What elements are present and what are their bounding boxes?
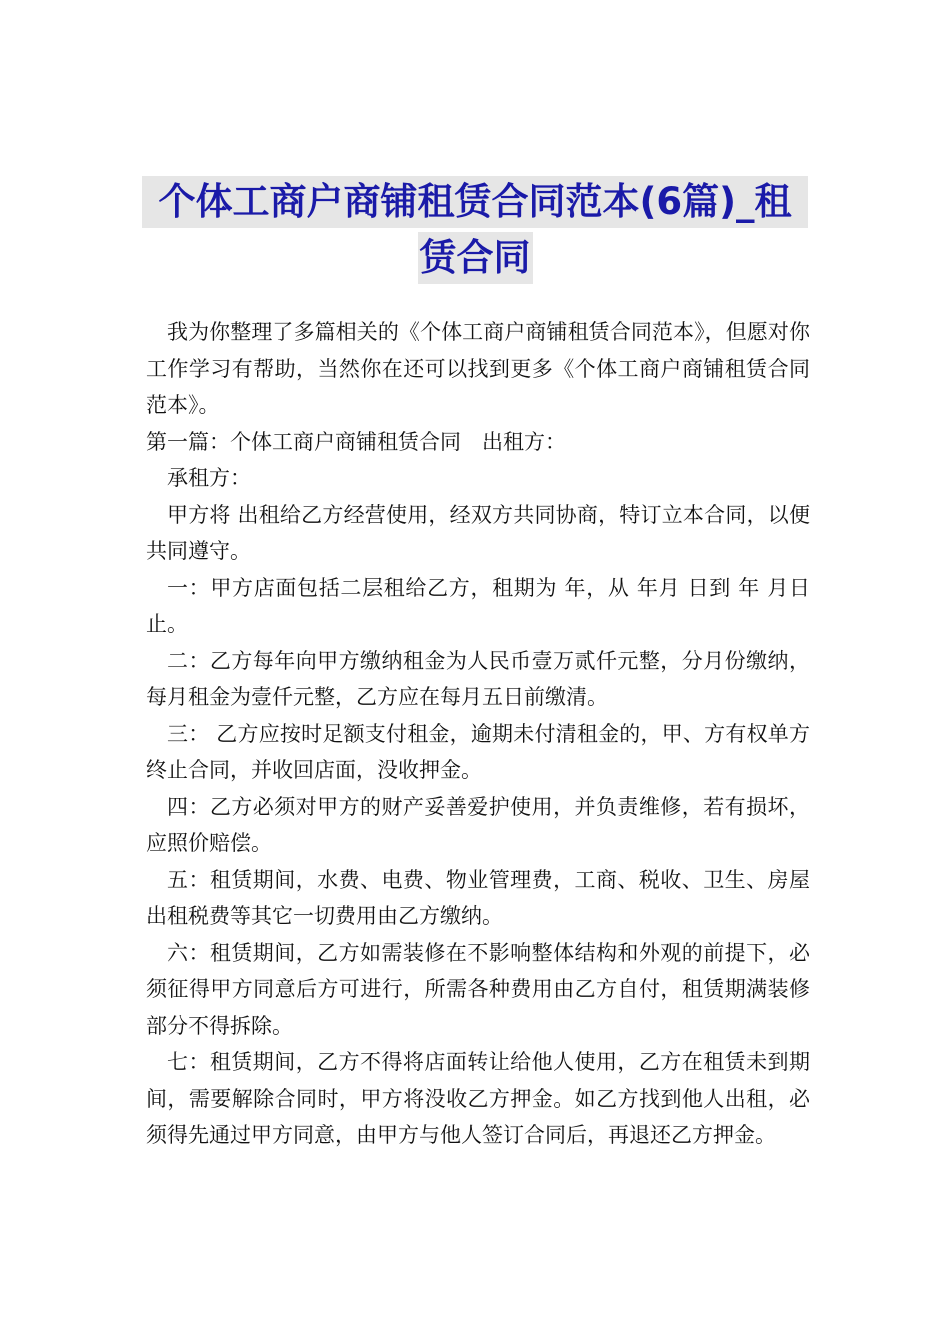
title-line-2: 赁合同 bbox=[418, 232, 533, 284]
paragraph-preamble: 甲方将 出租给乙方经营使用，经双方共同协商，特订立本合同，以便共同遵守。 bbox=[146, 502, 810, 563]
document-body bbox=[146, 314, 810, 1154]
paragraph-clause-3: 三： 乙方应按时足额支付租金，逾期未付清租金的，甲、方有权单方终止合同，并收回店面，没收押金。 bbox=[146, 721, 810, 782]
paragraph-lessee: 承租方： bbox=[167, 466, 251, 490]
paragraph-clause-1: 一：甲方店面包括二层租给乙方，租期为 年，从 年月 日到 年 月日止。 bbox=[146, 575, 810, 636]
paragraph-intro: 我为你整理了多篇相关的《个体工商户商铺租赁合同范本》，但愿对你工作学习有帮助，当然你在还可以找到更多《个体工商户商铺租赁合同范本》。 bbox=[146, 320, 810, 417]
paragraph-clause-5: 五：租赁期间，水费、电费、物业管理费，工商、税收、卫生、房屋出租税费等其它一切费用由乙方缴纳。 bbox=[146, 867, 810, 928]
paragraph-section-heading: 第一篇：个体工商户商铺租赁合同 出租方： bbox=[146, 429, 566, 454]
document-title bbox=[140, 176, 810, 284]
paragraph-clause-2: 二：乙方每年向甲方缴纳租金为人民币壹万贰仟元整，分月份缴纳，每月租金为壹仟元整，乙方应在每月五日前缴清。 bbox=[146, 648, 810, 709]
title-line-1: 个体工商户商铺租赁合同范本(6篇)_租 bbox=[142, 176, 808, 228]
paragraph-clause-6: 六：租赁期间，乙方如需装修在不影响整体结构和外观的前提下，必须征得甲方同意后方可进行，所需各种费用由乙方自付，租赁期满装修部分不得拆除。 bbox=[146, 940, 810, 1038]
paragraph-clause-4: 四：乙方必须对甲方的财产妥善爱护使用，并负责维修，若有损坏，应照价赔偿。 bbox=[146, 794, 810, 855]
paragraph-clause-7: 七：租赁期间，乙方不得将店面转让给他人使用，乙方在租赁未到期间，需要解除合同时，甲方将没收乙方押金。如乙方找到他人出租，必须得先通过甲方同意，由甲方与他人签订合同后，再退还乙方押金。 bbox=[146, 1050, 810, 1147]
